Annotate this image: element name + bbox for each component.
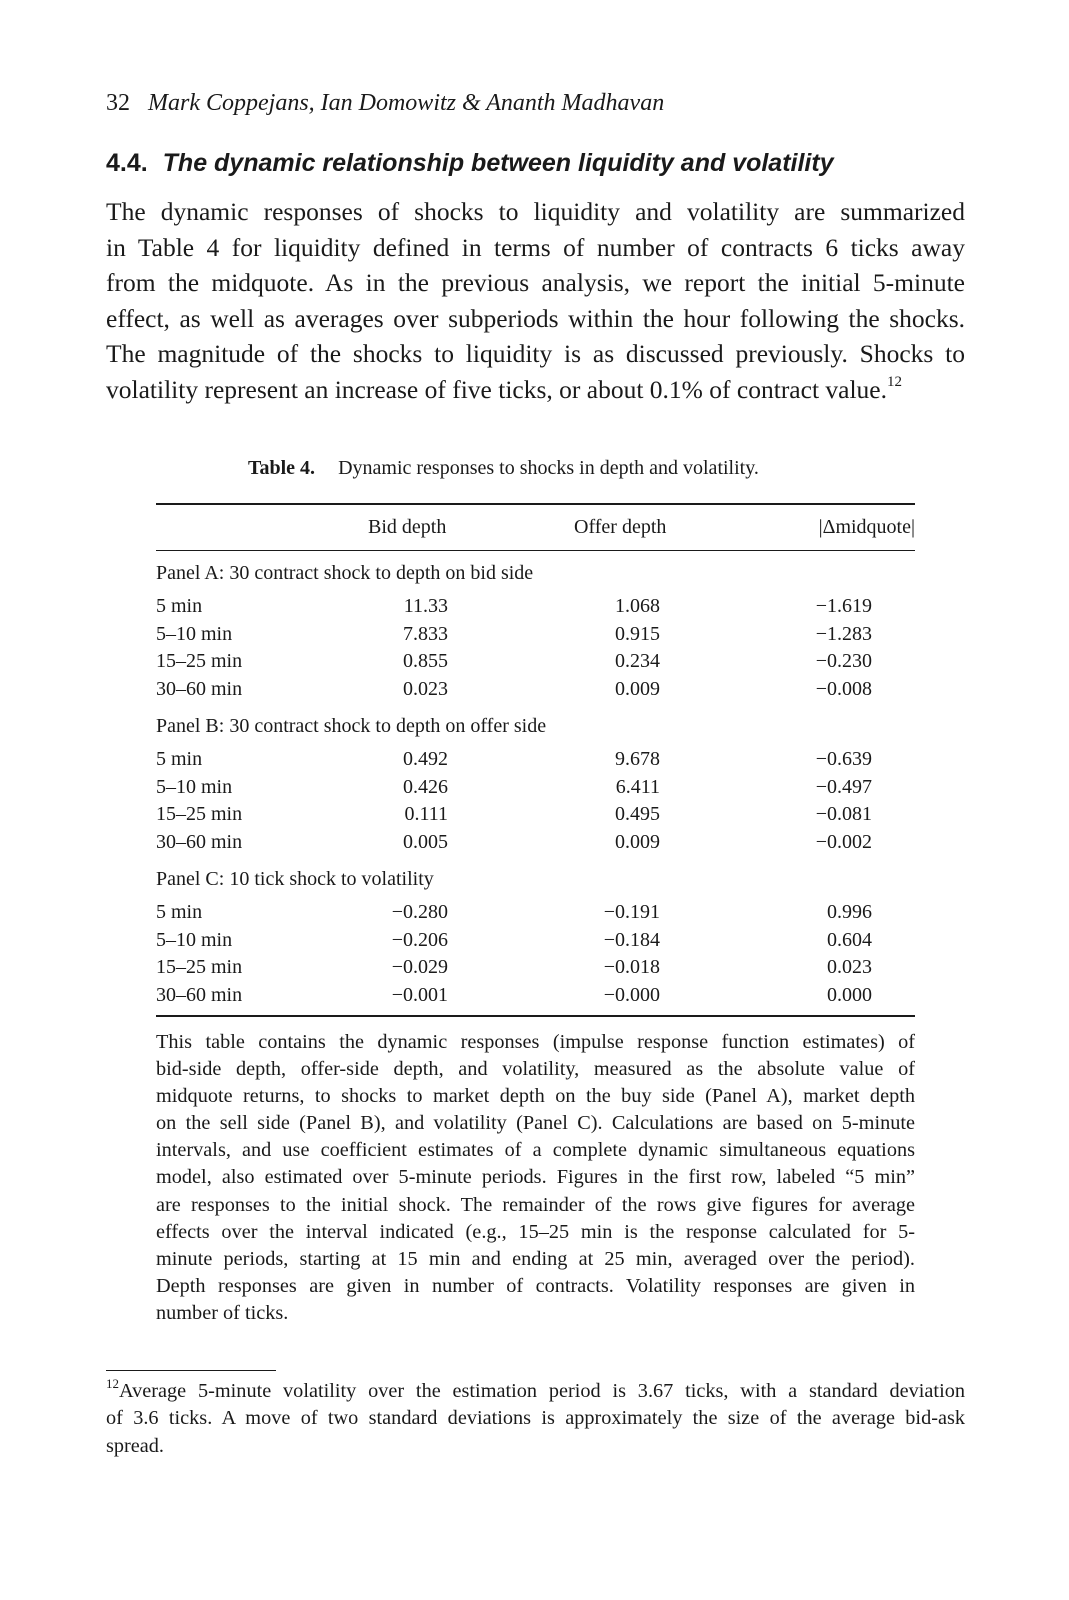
- table-row: [156, 774, 915, 802]
- table-row: [156, 746, 915, 774]
- table-label: Table 4.: [248, 457, 316, 479]
- table-cell: −1.283: [815, 622, 872, 645]
- footnote-rule: [106, 1370, 276, 1371]
- footnote-text: Average 5-minute volatility over the estimation period is 3.67 ticks, with a standard deviation: [119, 1380, 965, 1402]
- table-caption: [248, 455, 759, 481]
- column-header: Offer depth: [574, 516, 667, 538]
- body-line: from the midquote. As in the previous analysis, we report the initial 5-minute: [106, 268, 965, 298]
- table-bottom-rule: [156, 1015, 915, 1017]
- table-cell: 5–10 min: [156, 775, 233, 798]
- table-cell: 30–60 min: [156, 830, 243, 853]
- table-cell: 0.000: [827, 983, 872, 1006]
- table-cell: −0.029: [391, 956, 448, 978]
- table-note-line: minute periods, starting at 15 min and ending at 25 min, averaged over the period).: [156, 1247, 915, 1270]
- table-cell: 6.411: [615, 775, 660, 798]
- table-cell: −0.081: [815, 803, 872, 825]
- column-header: Bid depth: [368, 516, 447, 538]
- table-cell: 0.009: [615, 677, 660, 700]
- footnote-reference: 12: [887, 373, 902, 390]
- body-line: The magnitude of the shocks to liquidity is as discussed previously. Shocks to: [106, 339, 965, 369]
- table-row: [156, 801, 915, 829]
- table-row: [156, 927, 915, 955]
- body-line-last: [106, 372, 965, 408]
- table-cell: 0.492: [403, 748, 448, 770]
- table-cell: −0.002: [815, 830, 872, 853]
- body-line: effect, as well as averages over subperiods within the hour following the shocks.: [106, 303, 965, 333]
- table-note-line: Depth responses are given in number of contracts. Volatility responses are given in: [156, 1274, 915, 1297]
- table-note: [156, 1029, 915, 1327]
- table-caption-text: Dynamic responses to shocks in depth and volatility.: [338, 457, 759, 479]
- table-cell: 0.023: [827, 956, 872, 978]
- footnote-line: [106, 1378, 965, 1405]
- table-cell: −0.008: [815, 677, 872, 700]
- table-note-line: number of ticks.: [156, 1301, 289, 1324]
- table-cell: −1.619: [815, 595, 872, 617]
- footnote-line: spread.: [106, 1434, 165, 1457]
- body-line: in Table 4 for liquidity defined in terms of number of contracts 6 ticks away: [106, 232, 965, 262]
- table-cell: 15–25 min: [156, 956, 243, 978]
- table-row: [156, 676, 915, 704]
- table-row: [156, 954, 915, 982]
- table-cell: 5–10 min: [156, 622, 233, 645]
- table-cell: 0.855: [403, 650, 448, 672]
- table-note-line: bid-side depth, offer-side depth, and volatility, measured as the absolute value of: [156, 1058, 915, 1081]
- table-cell: 0.604: [827, 928, 872, 951]
- table-cell: 5 min: [156, 595, 203, 617]
- table-cell: −0.184: [603, 928, 660, 951]
- body-paragraph: [106, 194, 965, 408]
- table-cell: 5–10 min: [156, 928, 233, 951]
- panel-title: Panel C: 10 tick shock to volatility: [156, 868, 434, 890]
- table-cell: −0.206: [391, 928, 448, 951]
- table-cell: 30–60 min: [156, 983, 243, 1006]
- table-note-line: model, also estimated over 5-minute periods. Figures in the first row, labeled “5 min”: [156, 1166, 915, 1189]
- table-cell: 0.234: [615, 650, 660, 672]
- results-table: [156, 503, 915, 1017]
- table-cell: 15–25 min: [156, 650, 243, 672]
- table-cell: 7.833: [403, 622, 448, 645]
- table-cell: 15–25 min: [156, 803, 243, 825]
- section-heading: [106, 148, 834, 178]
- table-cell: 0.023: [403, 677, 448, 700]
- panel-title: Panel B: 30 contract shock to depth on offer side: [156, 715, 547, 737]
- table-cell: −0.000: [603, 983, 660, 1006]
- table-row: [156, 621, 915, 649]
- table-note-line: midquote returns, to shocks to market depth on the buy side (Panel A), market depth: [156, 1085, 915, 1108]
- table-row: [156, 648, 915, 676]
- table-cell: 0.426: [403, 775, 448, 798]
- table-cell: −0.639: [815, 748, 872, 770]
- table-cell: 30–60 min: [156, 677, 243, 700]
- table-row: [156, 982, 915, 1010]
- footnote-line: of 3.6 ticks. A move of two standard deviations is approximately the size of the average bid-ask: [106, 1407, 965, 1430]
- page-number: 32: [106, 90, 130, 116]
- table-note-line: intervals, and use coefficient estimates of a complete dynamic simultaneous equations: [156, 1139, 915, 1162]
- table-header-row: [156, 505, 915, 550]
- table-cell: 0.996: [827, 901, 872, 923]
- panel-title: Panel A: 30 contract shock to depth on bid side: [156, 562, 534, 584]
- table-note-line: This table contains the dynamic responses (impulse response function estimates) of: [156, 1031, 915, 1053]
- body-line-text: volatility represent an increase of five ticks, or about 0.1% of contract value.: [106, 374, 887, 404]
- table-cell: −0.018: [603, 956, 660, 978]
- table-cell: 0.495: [615, 803, 660, 825]
- table-row: [156, 899, 915, 927]
- section-title: The dynamic relationship between liquidity and volatility: [162, 149, 834, 177]
- table-cell: −0.497: [815, 775, 872, 798]
- running-head: [106, 88, 664, 118]
- footnote-marker: 12: [106, 1376, 119, 1391]
- table-cell: 5 min: [156, 901, 203, 923]
- table-note-line: effects over the interval indicated (e.g., 15–25 min is the response calculated for 5-: [156, 1220, 915, 1243]
- table-cell: 1.068: [615, 595, 660, 617]
- running-head-authors: Mark Coppejans, Ian Domowitz & Ananth Madhavan: [148, 90, 665, 116]
- table-cell: −0.230: [815, 650, 872, 672]
- table-row: [156, 829, 915, 857]
- body-line: The dynamic responses of shocks to liquidity and volatility are summarized: [106, 197, 965, 226]
- table-cell: −0.280: [391, 901, 448, 923]
- table-cell: −0.001: [391, 983, 448, 1006]
- table-cell: 5 min: [156, 748, 203, 770]
- table-note-line: are responses to the initial shock. The remainder of the rows give figures for average: [156, 1193, 915, 1216]
- table-cell: 0.009: [615, 830, 660, 853]
- table-cell: 9.678: [615, 748, 660, 770]
- footnote: [106, 1378, 965, 1460]
- table-row: [156, 593, 915, 621]
- table-note-line: on the sell side (Panel B), and volatility (Panel C). Calculations are based on 5-minute: [156, 1112, 915, 1135]
- table-cell: 0.915: [615, 622, 660, 645]
- column-header: |Δmidquote|: [818, 516, 915, 538]
- table-cell: −0.191: [603, 901, 660, 923]
- table-cell: 0.111: [404, 803, 448, 825]
- table-cell: 11.33: [403, 595, 448, 617]
- table-cell: 0.005: [403, 830, 448, 853]
- section-number: 4.4.: [106, 149, 148, 177]
